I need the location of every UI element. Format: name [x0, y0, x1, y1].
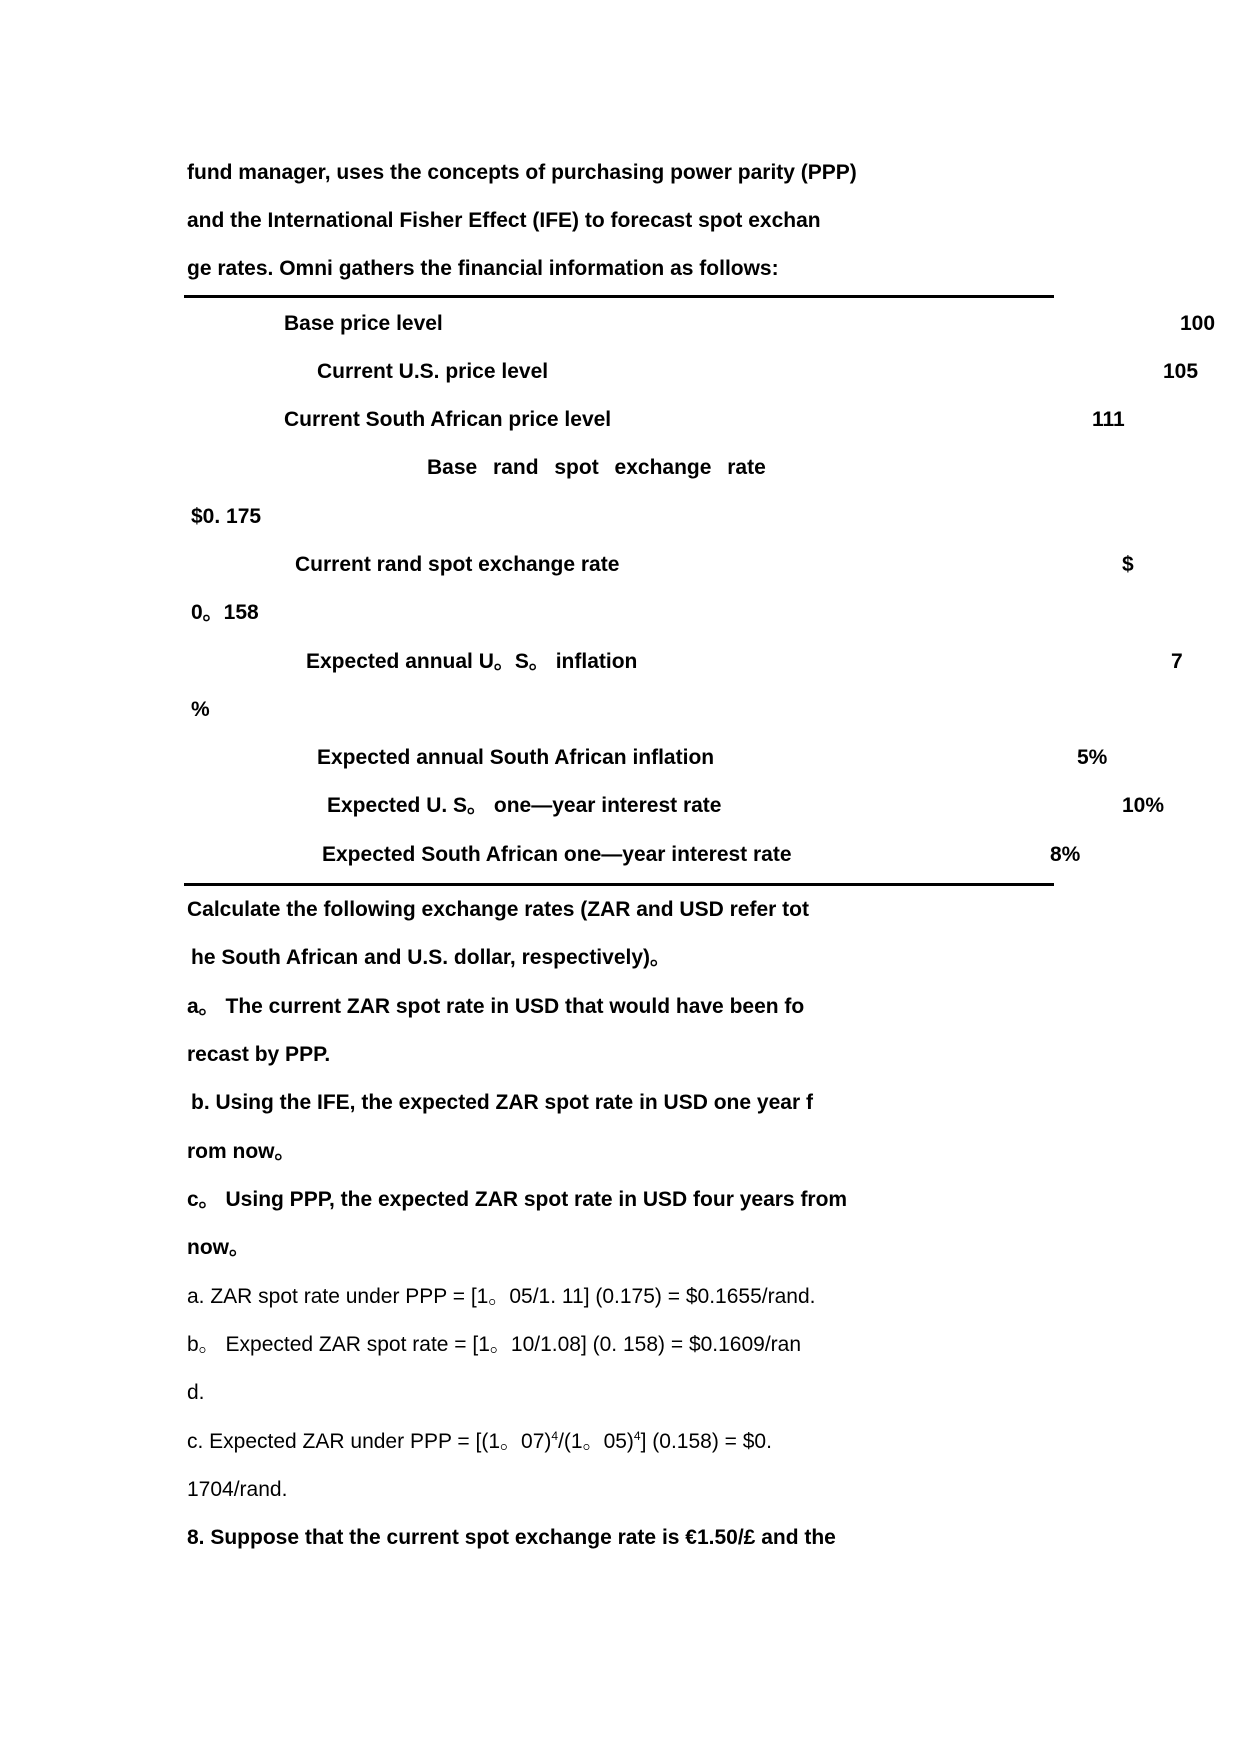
- next-question: 8. Suppose that the current spot exchange rate is €1.50/£ and the: [187, 1526, 836, 1549]
- table-row-value: 10%: [1122, 794, 1165, 817]
- table-row-label: Current rand spot exchange rate: [295, 553, 620, 576]
- table-row-value: $: [1122, 553, 1134, 576]
- table-row-label: Expected annual U。S。 inflation: [306, 650, 638, 673]
- question-b-line-2: rom now。: [187, 1140, 296, 1163]
- question-b-line-1: b. Using the IFE, the expected ZAR spot rate in USD one year f: [191, 1091, 813, 1114]
- answer-c-exponent-2: 4: [633, 1429, 641, 1443]
- question-c-line-2: now。: [187, 1236, 250, 1259]
- table-row-value: 8%: [1050, 843, 1081, 866]
- table-row-label: Expected annual South African inflation: [317, 746, 715, 769]
- intro-line-3: ge rates. Omni gathers the financial information as follows:: [187, 257, 779, 280]
- table-row-label: Expected South African one—year interest rate: [322, 843, 792, 866]
- answer-c-line-1: [187, 1429, 772, 1455]
- answer-c-text-2: /(1。05): [558, 1430, 634, 1453]
- table-row-value: 5%: [1077, 746, 1108, 769]
- table-row-value: %: [191, 698, 210, 721]
- table-row-value: 100: [1180, 312, 1216, 335]
- question-c-line-1: c。 Using PPP, the expected ZAR spot rate in USD four years from: [187, 1188, 848, 1211]
- table-row-label: Current South African price level: [284, 408, 612, 431]
- table-row-value: 7: [1171, 650, 1183, 673]
- table-row-value: 111: [1092, 408, 1125, 431]
- table-row-label: Expected U. S。 one—year interest rate: [327, 794, 722, 817]
- answer-c-line-2: 1704/rand.: [187, 1478, 288, 1501]
- question-line-2: he South African and U.S. dollar, respectively)。: [191, 946, 672, 969]
- answer-c-text-1: c. Expected ZAR under PPP = [(1。07): [187, 1430, 552, 1453]
- intro-line-2: and the International Fisher Effect (IFE) to forecast spot exchan: [187, 209, 821, 232]
- table-bottom-rule: [184, 883, 1054, 886]
- table-row-value: 105: [1163, 360, 1199, 383]
- table-row-label: Base rand spot exchange rate: [427, 456, 766, 479]
- table-row-label: Current U.S. price level: [317, 360, 549, 383]
- question-a-line-1: a。 The current ZAR spot rate in USD that would have been fo: [187, 995, 805, 1018]
- question-a-line-2: recast by PPP.: [187, 1043, 331, 1066]
- table-row-label: Base price level: [284, 312, 443, 335]
- answer-c-text-3: ] (0.158) = $0.: [640, 1430, 772, 1453]
- intro-line-1: fund manager, uses the concepts of purchasing power parity (PPP): [187, 161, 857, 184]
- table-row-value: $0. 175: [191, 505, 262, 528]
- answer-a: a. ZAR spot rate under PPP = [1。05/1. 11] (0.175) = $0.1655/rand.: [187, 1285, 816, 1308]
- answer-c-exponent-1: 4: [551, 1429, 559, 1443]
- table-top-rule: [184, 295, 1054, 298]
- table-row-value: 0。158: [191, 601, 259, 624]
- question-line-1: Calculate the following exchange rates (ZAR and USD refer tot: [187, 898, 809, 921]
- answer-b-line-2: d.: [187, 1381, 205, 1404]
- answer-b-line-1: b。 Expected ZAR spot rate = [1。10/1.08] (0. 158) = $0.1609/ran: [187, 1333, 802, 1356]
